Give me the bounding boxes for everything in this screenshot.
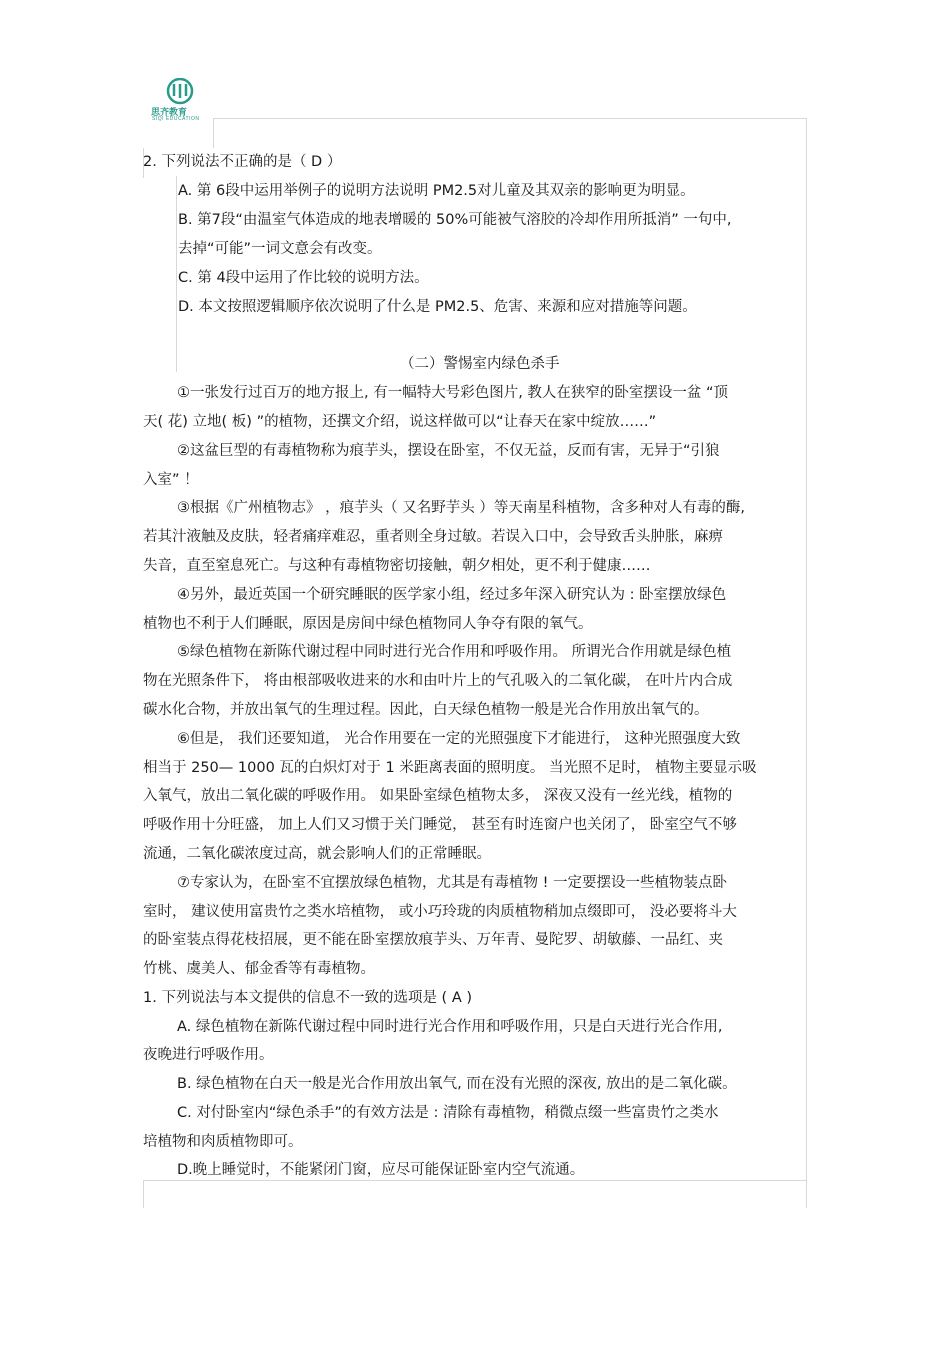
question-2-option-a: A. 第 6段中运用举例子的说明方法说明 PM2.5对儿童及其双亲的影响更为明显。: [178, 183, 695, 199]
paragraph-line: 入室” ！: [143, 472, 199, 488]
paragraph-line: 失音，直至窒息死亡。与这种有毒植物密切接触，朝夕相处，更不利于健康……: [143, 558, 651, 574]
paragraph-line: ②这盆巨型的有毒植物称为痕芋头，摆设在卧室，不仅无益，反而有害，无异于“引狼: [177, 443, 720, 459]
question-1-option-b: B. 绿色植物在白天一般是光合作用放出氧气, 而在没有光照的深夜, 放出的是二氧化碳。: [177, 1076, 737, 1092]
paragraph-line: 若其汁液触及皮肤，轻者痛痒难忍，重者则全身过敏。若误入口中，会导致舌头肿胀，麻痹: [143, 529, 723, 545]
question-1-option-c-cont: 培植物和肉质植物即可。: [143, 1134, 303, 1150]
paragraph-line: 碳水化合物，并放出氧气的生理过程。因此，白天绿色植物一般是光合作用放出氧气的。: [143, 702, 709, 718]
paragraph-line: 流通，二氧化碳浓度过高，就会影响人们的正常睡眠。: [143, 846, 491, 862]
question-2-option-c: C. 第 4段中运用了作比较的说明方法。: [178, 270, 429, 286]
question-2-option-b-cont: 去掉“可能”一词文意会有改变。: [178, 241, 382, 257]
question-1-option-a-cont: 夜晚进行呼吸作用。: [143, 1047, 274, 1063]
question-2-option-d: D. 本文按照逻辑顺序依次说明了什么是 PM2.5、危害、来源和应对措施等问题。: [178, 299, 697, 315]
paragraph-line: 竹桃、虞美人、郁金香等有毒植物。: [143, 961, 375, 977]
paragraph-line: 物在光照条件下， 将由根部吸收进来的水和由叶片上的气孔吸入的二氧化碳， 在叶片内合成: [143, 673, 733, 689]
question-2-stem: 2. 下列说法不正确的是（ D ）: [143, 154, 342, 170]
paragraph-line: ⑥但是， 我们还要知道， 光合作用要在一定的光照强度下才能进行， 这种光照强度大致: [177, 731, 741, 747]
paragraph-line: ①一张发行过百万的地方报上, 有一幅特大号彩色图片, 教人在狭窄的卧室摆设一盆 “顶: [177, 385, 729, 401]
question-1-option-c: C. 对付卧室内“绿色杀手”的有效方法是 : 清除有毒植物，稍微点缀一些富贵竹之类水: [177, 1105, 719, 1121]
paragraph-line: 室时， 建议使用富贵竹之类水培植物， 或小巧玲珑的肉质植物稍加点缀即可， 没必要将斗大: [143, 904, 737, 920]
frame-bottom-left: [143, 1180, 144, 1208]
question-1-option-d: D.晚上睡觉时，不能紧闭门窗，应尽可能保证卧室内空气流通。: [177, 1162, 585, 1178]
paragraph-line: 植物也不利于人们睡眠，原因是房间中绿色植物同人争夺有限的氧气。: [143, 616, 593, 632]
question-1-stem: 1. 下列说法与本文提供的信息不一致的选项是 ( A ): [143, 990, 473, 1006]
question-2-option-b: B. 第7段“由温室气体造成的地表增暖的 50%可能被气溶胶的冷却作用所抵消” 一句中,: [178, 212, 732, 228]
frame-top-line: [213, 118, 807, 119]
frame-left-line: [213, 118, 214, 148]
logo-name: 思齐教育: [151, 107, 188, 117]
logo-subtitle: SIQI EDUCATION: [152, 116, 200, 122]
paragraph-line: ④另外，最近英国一个研究睡眠的医学家小组，经过多年深入研究认为 : 卧室摆放绿色: [177, 587, 727, 603]
paragraph-line: 的卧室装点得花枝招展，更不能在卧室摆放痕芋头、万年青、曼陀罗、胡敏藤、一品红、夹: [143, 932, 723, 948]
paragraph-line: ⑦专家认为，在卧室不宜摆放绿色植物，尤其是有毒植物 ! 一定要摆设一些植物装点卧: [177, 875, 728, 891]
paragraph-line: ③根据《广州植物志》 ，痕芋头（ 又名野芋头 ）等天南星科植物，含多种对人有毒的酶,: [177, 500, 745, 516]
frame-bottom-line: [143, 1180, 807, 1181]
frame-right-line: [806, 118, 807, 1208]
paragraph-line: 天( 花) 立地( 板) ”的植物，还撰文介绍，说这样做可以“让春天在家中绽放……”: [143, 414, 657, 430]
frame-inner-left: [176, 176, 177, 372]
paragraph-line: 入氧气，放出二氧化碳的呼吸作用。 如果卧室绿色植物太多， 深夜又没有一丝光线，植物的: [143, 788, 733, 804]
section-title: （二）警惕室内绿色杀手: [400, 356, 560, 372]
paragraph-line: 相当于 250— 1000 瓦的白炽灯对于 1 米距离表面的照明度。 当光照不足时， 植物主要显示吸: [143, 760, 757, 776]
paragraph-line: ⑤绿色植物在新陈代谢过程中同时进行光合作用和呼吸作用。 所谓光合作用就是绿色植: [177, 644, 732, 660]
paragraph-line: 呼吸作用十分旺盛， 加上人们又习惯于关门睡觉， 甚至有时连窗户也关闭了， 卧室空气不够: [143, 817, 737, 833]
question-1-option-a: A. 绿色植物在新陈代谢过程中同时进行光合作用和呼吸作用，只是白天进行光合作用,: [177, 1019, 723, 1035]
